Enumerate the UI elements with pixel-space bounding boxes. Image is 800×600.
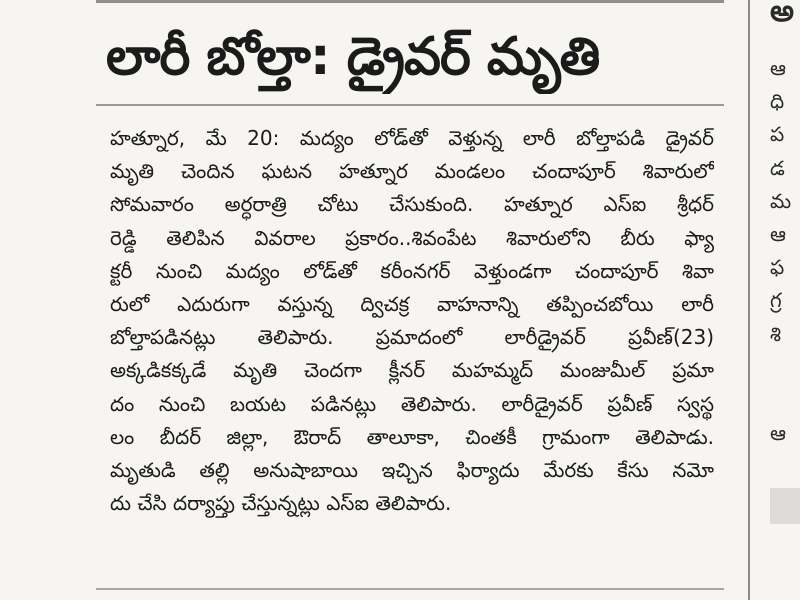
adjacent-gap: [770, 32, 800, 52]
adjacent-line-fragment: ధి: [770, 89, 785, 114]
adjacent-headline-fragment: అ: [770, 0, 794, 29]
column-separator: [748, 0, 750, 600]
adjacent-line-fragment: ఫ: [770, 255, 785, 280]
body-line: లం బీదర్ జిల్లా, ఔరాద్ తాలూకా, చింతకీ గ్రామంగా తెలిపాడు.: [110, 424, 714, 449]
adjacent-line-fragment: ఆ: [770, 56, 786, 80]
body-line: దం నుంచి బయట పడినట్లు తెలిపారు. లారీడ్రైవర్ ప్రవీణ్ స్వస్థ: [110, 391, 714, 416]
top-rule: [96, 0, 724, 3]
headline-divider: [96, 104, 724, 106]
adjacent-line-fragment: ఆ: [770, 421, 786, 446]
adjacent-line-fragment: [770, 351, 800, 384]
adjacent-line-fragment: [770, 384, 800, 417]
body-line: మృతి చెందిన ఘటన హత్నూర మండలం చందాపూర్ శివారులో: [110, 159, 714, 184]
body-line: సోమవారం అర్ధరాత్రి చోటు చేసుకుంది. హత్నూర ఎస్ఐ శ్రీధర్: [110, 192, 714, 217]
news-article: [96, 20, 724, 520]
article-body: [96, 122, 724, 520]
body-line: అక్కడికక్కడే మృతి చెందగా క్లీనర్ మహమ్మద్ మంజుమీల్ ప్రమా: [110, 358, 714, 383]
body-line: క్టరీ నుంచి మద్యం లోడ్‌తో కరీంనగర్ వెళ్తుండగా చందాపూర్ శివా: [110, 258, 714, 283]
adjacent-line-fragment: ప: [770, 122, 785, 147]
adjacent-line-fragment: శి: [770, 321, 781, 346]
body-line: దు చేసి దర్యాప్తు చేస్తున్నట్లు ఎస్ఐ తెలిపారు.: [110, 491, 452, 516]
adjacent-photo-edge: [770, 488, 800, 524]
body-line: రులో ఎదురుగా వస్తున్న ద్విచక్ర వాహనాన్ని తప్పించబోయి లారీ: [110, 291, 714, 316]
adjacent-line-fragment: మ: [770, 188, 792, 213]
adjacent-article-column: [770, 0, 800, 600]
body-line: మృతుడి తల్లి అనుషాబాయి ఇచ్చిన ఫిర్యాదు మేరకు కేసు నమో: [110, 457, 714, 482]
article-headline: లారీ బోల్తా: డ్రైవర్ మృతి: [106, 27, 600, 87]
adjacent-line-fragment: గ్ర: [770, 288, 782, 313]
adjacent-line-fragment: ఆ: [770, 221, 786, 246]
bottom-rule: [96, 588, 724, 590]
body-line: హత్నూర, మే 20: మద్యం లోడ్‌తో వెళ్తున్న లారీ బోల్తాపడి డ్రైవర్: [110, 126, 714, 150]
adjacent-line-fragment: డ: [770, 155, 785, 180]
body-line: రెడ్డి తెలిపిన వివరాల ప్రకారం..శివంపేట శివారులోని బీరు ఫ్యా: [110, 225, 714, 250]
body-line: బోల్తాపడినట్లు తెలిపారు. ప్రమాదంలో లారీడ్రైవర్ ప్రవీణ్(23): [110, 325, 714, 350]
